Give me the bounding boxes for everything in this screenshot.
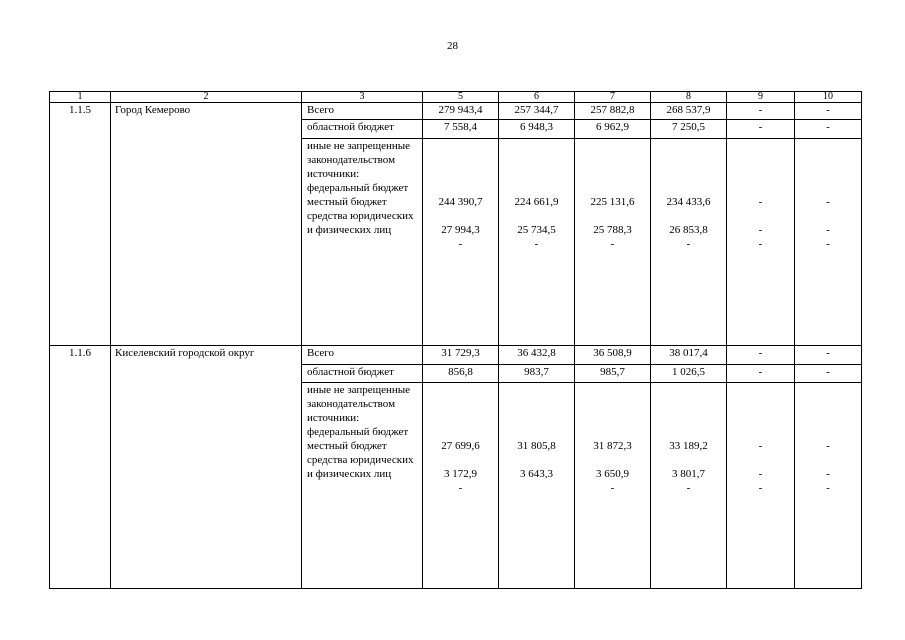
column-number: 9 xyxy=(727,92,795,103)
other-sources-label: иные не запрещенные законодательством источники: xyxy=(307,140,411,180)
table-cell: 244 390,7 27 994,3 - xyxy=(423,139,499,346)
table-cell: 6 948,3 xyxy=(499,120,575,139)
column-number: 3 xyxy=(302,92,423,103)
table-cell: - xyxy=(795,346,862,365)
column-number-row xyxy=(50,92,862,103)
column-number: 6 xyxy=(499,92,575,103)
row-label: Всего xyxy=(302,103,423,120)
column-number: 2 xyxy=(111,92,302,103)
section-name: Город Кемерово xyxy=(111,103,302,346)
table-cell: 36 432,8 xyxy=(499,346,575,365)
local-label: местный бюджет xyxy=(307,440,387,452)
federal-label: федеральный бюджет xyxy=(307,426,409,438)
federal-label: федеральный бюджет xyxy=(307,182,409,194)
table-cell: 7 558,4 xyxy=(423,120,499,139)
table-cell: 268 537,9 xyxy=(651,103,727,120)
table-cell: - xyxy=(795,103,862,120)
table-row xyxy=(50,346,862,365)
table-cell: 31 729,3 xyxy=(423,346,499,365)
table-cell: - xyxy=(795,120,862,139)
table-cell: - - - xyxy=(727,139,795,346)
table-cell: - xyxy=(795,365,862,383)
table-cell: - xyxy=(727,120,795,139)
table-cell: 279 943,4 xyxy=(423,103,499,120)
table-cell: 27 699,6 3 172,9 - xyxy=(423,383,499,589)
row-label-group xyxy=(302,383,423,589)
row-label: областной бюджет xyxy=(302,120,423,139)
other-sources-label: иные не запрещенные законодательством источники: xyxy=(307,384,411,424)
section-code: 1.1.5 xyxy=(50,103,111,346)
section-code: 1.1.6 xyxy=(50,346,111,589)
table-cell: 38 017,4 xyxy=(651,346,727,365)
column-number: 10 xyxy=(795,92,862,103)
budget-table xyxy=(49,91,862,589)
private-label: средства юридических и физических лиц xyxy=(307,210,414,236)
column-number: 1 xyxy=(50,92,111,103)
column-number: 7 xyxy=(575,92,651,103)
table-cell: 1 026,5 xyxy=(651,365,727,383)
page-number: 28 xyxy=(447,40,458,52)
section-name: Киселевский городской округ xyxy=(111,346,302,589)
column-number: 5 xyxy=(423,92,499,103)
table-cell: - xyxy=(727,365,795,383)
table-cell: 224 661,9 25 734,5 - xyxy=(499,139,575,346)
table-cell: - - - xyxy=(795,139,862,346)
private-label: средства юридических и физических лиц xyxy=(307,454,414,480)
table-cell: 234 433,6 26 853,8 - xyxy=(651,139,727,346)
table-cell: 6 962,9 xyxy=(575,120,651,139)
table-row xyxy=(50,103,862,120)
table-cell: 31 872,3 3 650,9 - xyxy=(575,383,651,589)
column-number: 8 xyxy=(651,92,727,103)
table-cell: 856,8 xyxy=(423,365,499,383)
local-label: местный бюджет xyxy=(307,196,387,208)
table-cell: - xyxy=(727,103,795,120)
table-cell: 33 189,2 3 801,7 - xyxy=(651,383,727,589)
table-cell: 257 344,7 xyxy=(499,103,575,120)
table-cell: - xyxy=(727,346,795,365)
table-cell: - - - xyxy=(795,383,862,589)
table-cell: - - - xyxy=(727,383,795,589)
row-label: Всего xyxy=(302,346,423,365)
table-cell: 36 508,9 xyxy=(575,346,651,365)
row-label: областной бюджет xyxy=(302,365,423,383)
table-cell: 225 131,6 25 788,3 - xyxy=(575,139,651,346)
table-cell: 985,7 xyxy=(575,365,651,383)
table-cell: 7 250,5 xyxy=(651,120,727,139)
table-cell: 257 882,8 xyxy=(575,103,651,120)
table-cell: 31 805,8 3 643,3 xyxy=(499,383,575,589)
table-cell: 983,7 xyxy=(499,365,575,383)
row-label-group xyxy=(302,139,423,346)
